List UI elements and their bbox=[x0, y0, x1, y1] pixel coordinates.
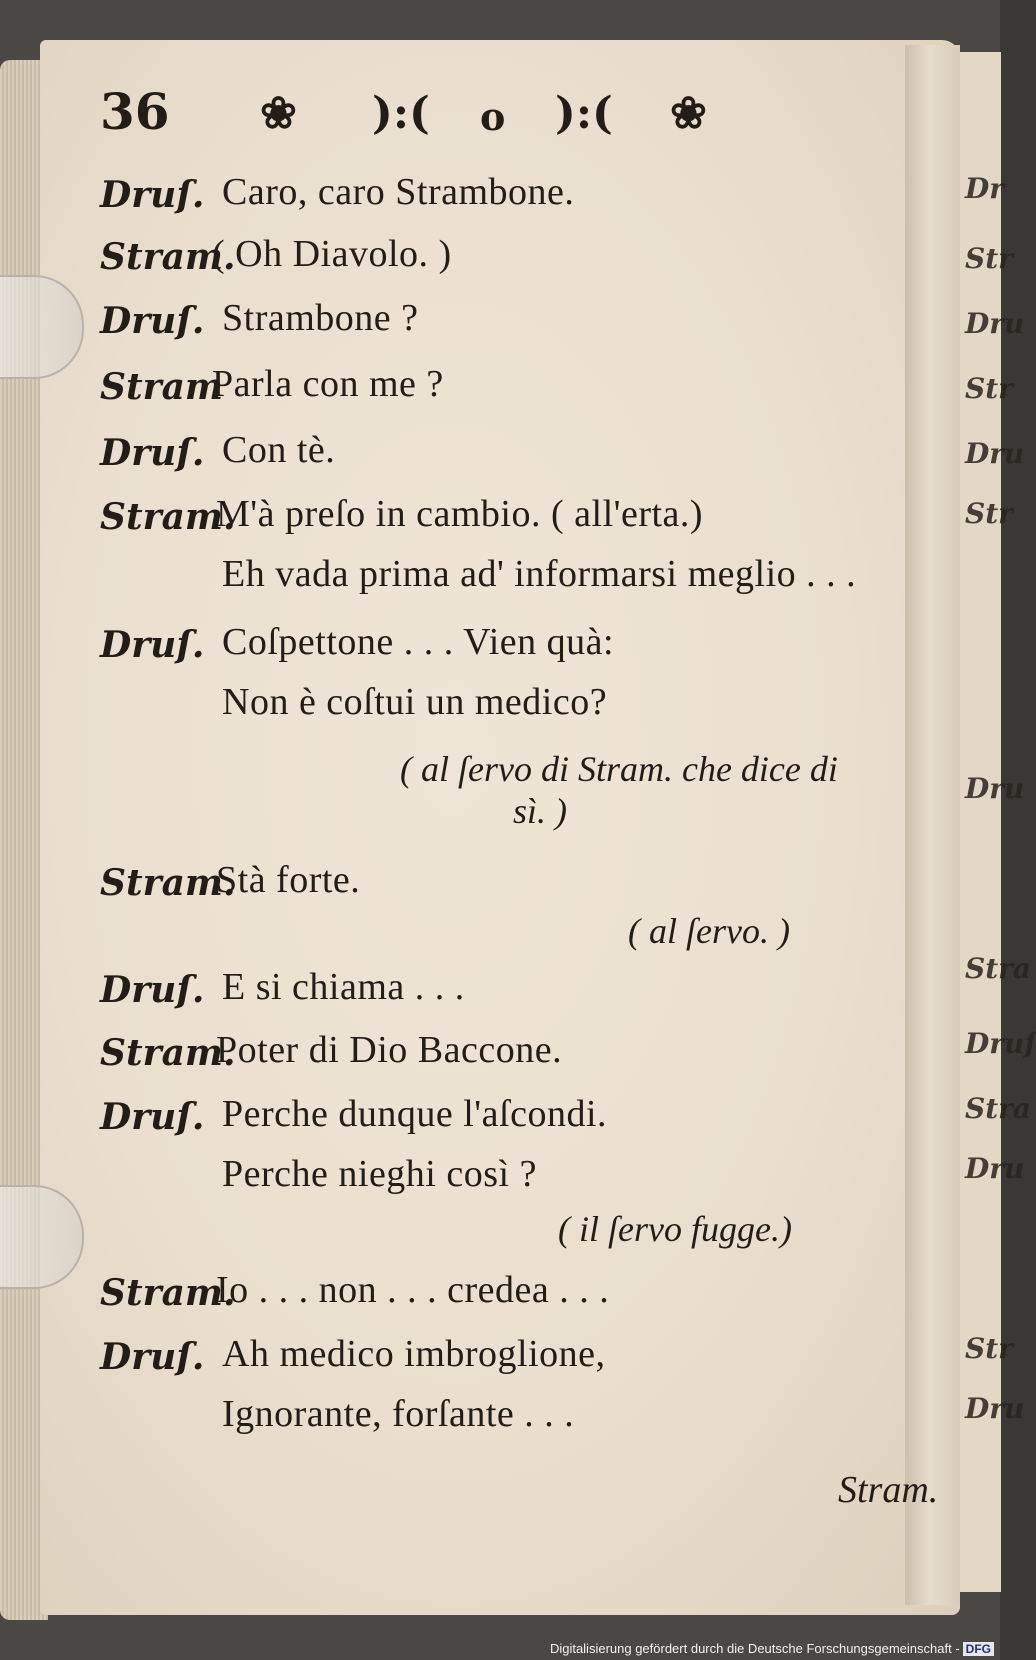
dialogue-text: Parla con me ? bbox=[212, 363, 444, 405]
ornament-icon: ❀ bbox=[260, 88, 297, 139]
page-number: 36 bbox=[100, 82, 170, 141]
facing-fragment: Druſ bbox=[965, 1027, 1036, 1060]
speaker-label: Druſ. bbox=[100, 432, 205, 474]
dialogue-text: Con tè. bbox=[222, 429, 336, 471]
stage-direction: sì. ) bbox=[513, 791, 567, 831]
facing-fragment: Dru bbox=[965, 1392, 1025, 1425]
dialogue-text: Coſpettone . . . Vien quà: bbox=[222, 621, 615, 663]
dialogue-text: Stà forte. bbox=[216, 859, 361, 901]
speaker-label: Druſ. bbox=[100, 300, 205, 342]
facing-fragment: Str bbox=[965, 497, 1013, 530]
facing-fragment: Stra bbox=[965, 1092, 1032, 1125]
credit-text: Digitalisierung gefördert durch die Deutsche Forschungsgemeinschaft - bbox=[549, 1641, 960, 1656]
dialogue-text: Ah medico imbroglione, bbox=[222, 1333, 606, 1375]
speaker-label: Druſ. bbox=[100, 1096, 205, 1138]
facing-fragment: Dru bbox=[965, 772, 1025, 805]
speaker-label: Stram. bbox=[100, 496, 236, 538]
speaker-label: Stram. bbox=[100, 236, 236, 278]
dialogue-text: E si chiama . . . bbox=[222, 966, 465, 1008]
dialogue-text: Caro, caro Strambone. bbox=[222, 171, 575, 213]
facing-fragment: Str bbox=[965, 1332, 1013, 1365]
page-header bbox=[100, 82, 740, 152]
dialogue-text: Non è coſtui un medico? bbox=[222, 681, 608, 723]
dfg-logo: DFG bbox=[963, 1642, 994, 1656]
speaker-label: Stram. bbox=[100, 862, 236, 904]
catchword: Stram. bbox=[838, 1469, 939, 1511]
speaker-label: Stram bbox=[100, 366, 224, 408]
dialogue-text: Perche nieghi così ? bbox=[222, 1153, 537, 1195]
ornament-icon: ❀ bbox=[670, 88, 707, 139]
facing-fragment: Dru bbox=[965, 1152, 1025, 1185]
stage-direction: ( il ſervo fugge.) bbox=[558, 1209, 792, 1249]
facing-fragment: Stra bbox=[965, 952, 1032, 985]
dialogue-text: Poter di Dio Baccone. bbox=[216, 1029, 563, 1071]
ornament-icon: ):( bbox=[555, 88, 613, 139]
facing-fragment: Dru bbox=[965, 307, 1025, 340]
speaker-label: Druſ. bbox=[100, 624, 205, 666]
facing-fragment: Str bbox=[965, 242, 1013, 275]
book-gutter bbox=[905, 45, 960, 1605]
stage-direction: ( al ſervo di Stram. che dice di bbox=[400, 749, 838, 789]
ornament-icon: o bbox=[480, 94, 506, 139]
speaker-label: Stram. bbox=[100, 1272, 236, 1314]
digitization-credit bbox=[550, 1641, 994, 1656]
dialogue-text: Io . . . non . . . credea . . . bbox=[216, 1269, 610, 1311]
dialogue-text: Strambone ? bbox=[222, 297, 419, 339]
stage-direction: ( al ſervo. ) bbox=[628, 911, 790, 951]
dialogue-text: Eh vada prima ad' informarsi meglio . . . bbox=[222, 553, 857, 595]
facing-page-edge bbox=[958, 52, 1036, 1592]
speaker-label: Druſ. bbox=[100, 969, 205, 1011]
dialogue-text: M'à preſo in cambio. ( all'erta.) bbox=[216, 493, 704, 535]
facing-fragment: Dru bbox=[965, 437, 1025, 470]
dialogue-text: Perche dunque l'aſcondi. bbox=[222, 1093, 608, 1135]
dialogue-text: ( Oh Diavolo. ) bbox=[212, 233, 452, 275]
speaker-label: Stram. bbox=[100, 1032, 236, 1074]
speaker-label: Druſ. bbox=[100, 174, 205, 216]
facing-fragment: Dr bbox=[965, 172, 1005, 205]
ornament-icon: ):( bbox=[372, 88, 430, 139]
speaker-label: Druſ. bbox=[100, 1336, 205, 1378]
dialogue-text: Ignorante, forſante . . . bbox=[222, 1393, 575, 1435]
facing-fragment: Str bbox=[965, 372, 1013, 405]
